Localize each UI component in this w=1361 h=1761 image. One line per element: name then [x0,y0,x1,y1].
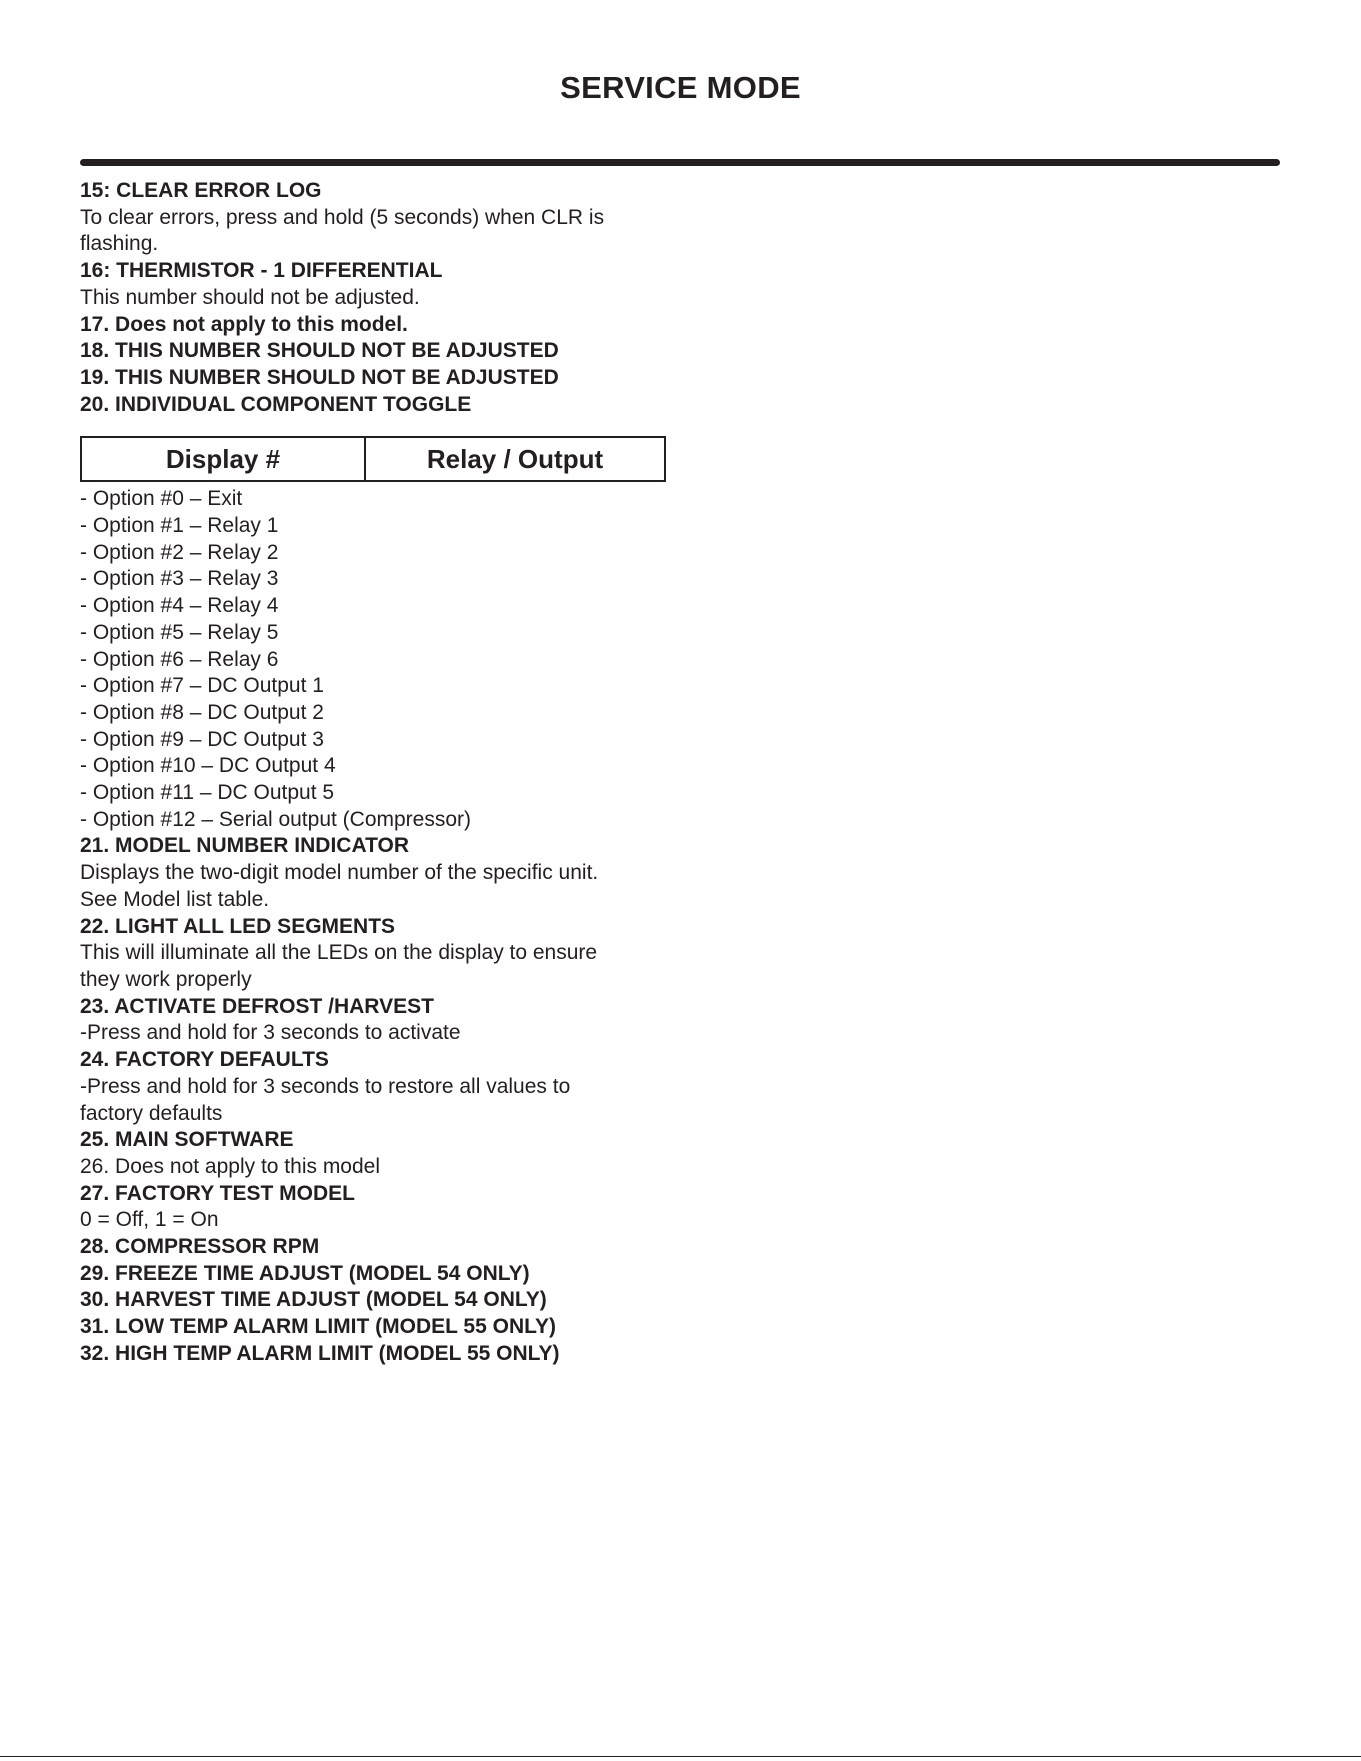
service-item-heading: 25. MAIN SOFTWARE [80,1128,294,1152]
option-item: - Option #5 – Relay 5 [80,620,279,644]
service-item-text: 26. Does not apply to this model [80,1154,381,1178]
option-item: - Option #10 – DC Output 4 [80,754,336,778]
section-items-21-32 [80,833,680,1367]
option-item: - Option #9 – DC Output 3 [80,727,324,751]
display-relay-table [80,436,666,482]
page-bottom-edge [0,1756,1361,1757]
service-item-text: they work properly [80,967,252,991]
option-item: - Option #0 – Exit [80,487,243,511]
option-item: - Option #2 – Relay 2 [80,540,279,564]
service-item-heading: 30. HARVEST TIME ADJUST (MODEL 54 ONLY) [80,1288,547,1312]
page-title: SERVICE MODE [560,70,801,105]
service-item-heading: 23. ACTIVATE DEFROST /HARVEST [80,994,434,1018]
service-item-heading: 20. INDIVIDUAL COMPONENT TOGGLE [80,392,472,416]
service-item-heading: 32. HIGH TEMP ALARM LIMIT (MODEL 55 ONLY) [80,1341,560,1365]
service-item-heading: 19. THIS NUMBER SHOULD NOT BE ADJUSTED [80,365,559,389]
option-item: - Option #7 – DC Output 1 [80,674,324,698]
service-item-heading: 28. COMPRESSOR RPM [80,1235,320,1259]
service-item-heading: 27. FACTORY TEST MODEL [80,1181,355,1205]
service-item-heading: 31. LOW TEMP ALARM LIMIT (MODEL 55 ONLY) [80,1315,557,1339]
table-header-display: Display # [81,437,365,481]
service-item-heading: 16: THERMISTOR - 1 DIFFERENTIAL [80,259,443,283]
option-item: - Option #8 – DC Output 2 [80,700,324,724]
table-header-row [81,437,665,481]
service-item-heading: 22. LIGHT ALL LED SEGMENTS [80,914,396,938]
option-item: - Option #3 – Relay 3 [80,567,279,591]
service-item-text: flashing. [80,232,159,256]
option-item: - Option #4 – Relay 4 [80,594,279,618]
service-item-heading: 15: CLEAR ERROR LOG [80,179,322,202]
service-item-heading: 21. MODEL NUMBER INDICATOR [80,834,410,858]
service-item-text: factory defaults [80,1101,223,1125]
option-item: - Option #12 – Serial output (Compressor) [80,807,472,831]
section-items-15-20 [80,178,680,418]
service-item-heading: 24. FACTORY DEFAULTS [80,1048,329,1072]
service-item-text: 0 = Off, 1 = On [80,1208,219,1232]
service-item-text: To clear errors, press and hold (5 seconds) when CLR is [80,205,605,229]
option-item: - Option #1 – Relay 1 [80,514,279,538]
service-item-text: -Press and hold for 3 seconds to activate [80,1021,461,1045]
title-divider [80,159,1280,166]
service-mode-content [80,178,680,1368]
service-item-heading: 29. FREEZE TIME ADJUST (MODEL 54 ONLY) [80,1261,530,1285]
service-item-text: See Model list table. [80,887,270,911]
service-item-heading: 17. Does not apply to this model. [80,312,408,336]
option-list [80,486,680,833]
table-header-relay-output: Relay / Output [365,437,665,481]
service-item-text: This number should not be adjusted. [80,285,420,309]
option-item: - Option #6 – Relay 6 [80,647,279,671]
option-item: - Option #11 – DC Output 5 [80,781,335,805]
service-item-text: -Press and hold for 3 seconds to restore all values to [80,1074,571,1098]
service-item-heading: 18. THIS NUMBER SHOULD NOT BE ADJUSTED [80,339,559,363]
service-item-text: This will illuminate all the LEDs on the display to ensure [80,941,598,965]
service-item-text: Displays the two-digit model number of the specific unit. [80,861,599,885]
